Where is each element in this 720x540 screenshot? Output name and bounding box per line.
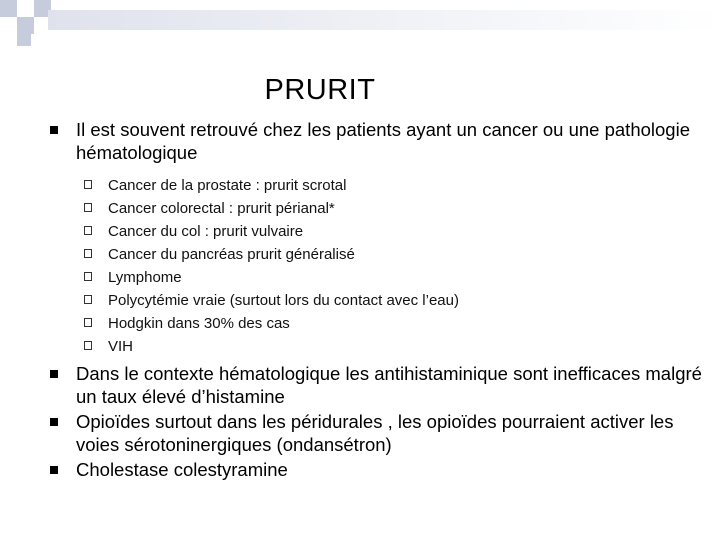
sub-bullet-item (50, 289, 710, 312)
sub-bullet-item (50, 335, 710, 358)
hollow-square-bullet-icon (84, 249, 92, 258)
sub-bullet-text: Cancer de la prostate : prurit scrotal (108, 177, 347, 194)
sub-bullet-text: Hodgkin dans 30% des cas (108, 315, 290, 332)
decor-square (0, 34, 17, 46)
slide-title (0, 74, 640, 107)
sub-bullet-text: Cancer du pancréas prurit généralisé (108, 246, 355, 263)
bullet-text: Cholestase colestyramine (76, 459, 288, 480)
top-gradient-band (48, 10, 720, 30)
filled-square-bullet-icon (50, 418, 58, 426)
filled-square-bullet-icon (50, 126, 58, 134)
sub-bullet-item (50, 312, 710, 335)
hollow-square-bullet-icon (84, 180, 92, 189)
bullet-item (50, 362, 710, 408)
decor-square (0, 0, 17, 17)
sub-bullet-text: Lymphome (108, 269, 182, 286)
hollow-square-bullet-icon (84, 341, 92, 350)
hollow-square-bullet-icon (84, 318, 92, 327)
sub-bullet-text: Polycytémie vraie (surtout lors du contact avec l’eau) (108, 292, 459, 309)
hollow-square-bullet-icon (84, 295, 92, 304)
decor-square (17, 0, 34, 17)
filled-square-bullet-icon (50, 466, 58, 474)
sub-bullet-item (50, 220, 710, 243)
sub-bullet-list (50, 174, 710, 358)
bullet-text: Opioïdes surtout dans les péridurales , les opioïdes pourraient activer les voies sérotoninergiques (ondansétron) (76, 411, 674, 455)
decor-square (17, 17, 34, 34)
sub-bullet-item (50, 174, 710, 197)
bullet-item (50, 118, 710, 164)
bullet-text: Dans le contexte hématologique les antihistaminique sont inefficaces malgré un taux élevé d’histamine (76, 363, 702, 407)
sub-bullet-text: Cancer colorectal : prurit périanal* (108, 200, 335, 217)
sub-bullet-text: VIH (108, 338, 134, 355)
sub-bullet-item (50, 243, 710, 266)
bullet-item (50, 410, 710, 456)
sub-bullet-item (50, 266, 710, 289)
slide-content (50, 118, 710, 481)
bullet-item (50, 458, 710, 481)
hollow-square-bullet-icon (84, 203, 92, 212)
decor-square (17, 34, 31, 46)
hollow-square-bullet-icon (84, 272, 92, 281)
sub-bullet-text: Cancer du col : prurit vulvaire (108, 223, 304, 240)
filled-square-bullet-icon (50, 370, 58, 378)
slide-title-text: PRURIT (264, 74, 376, 106)
hollow-square-bullet-icon (84, 226, 92, 235)
bullet-text: Il est souvent retrouvé chez les patients ayant un cancer ou une pathologie hématologique (76, 119, 690, 163)
decor-square (0, 17, 17, 34)
sub-bullet-item (50, 197, 710, 220)
